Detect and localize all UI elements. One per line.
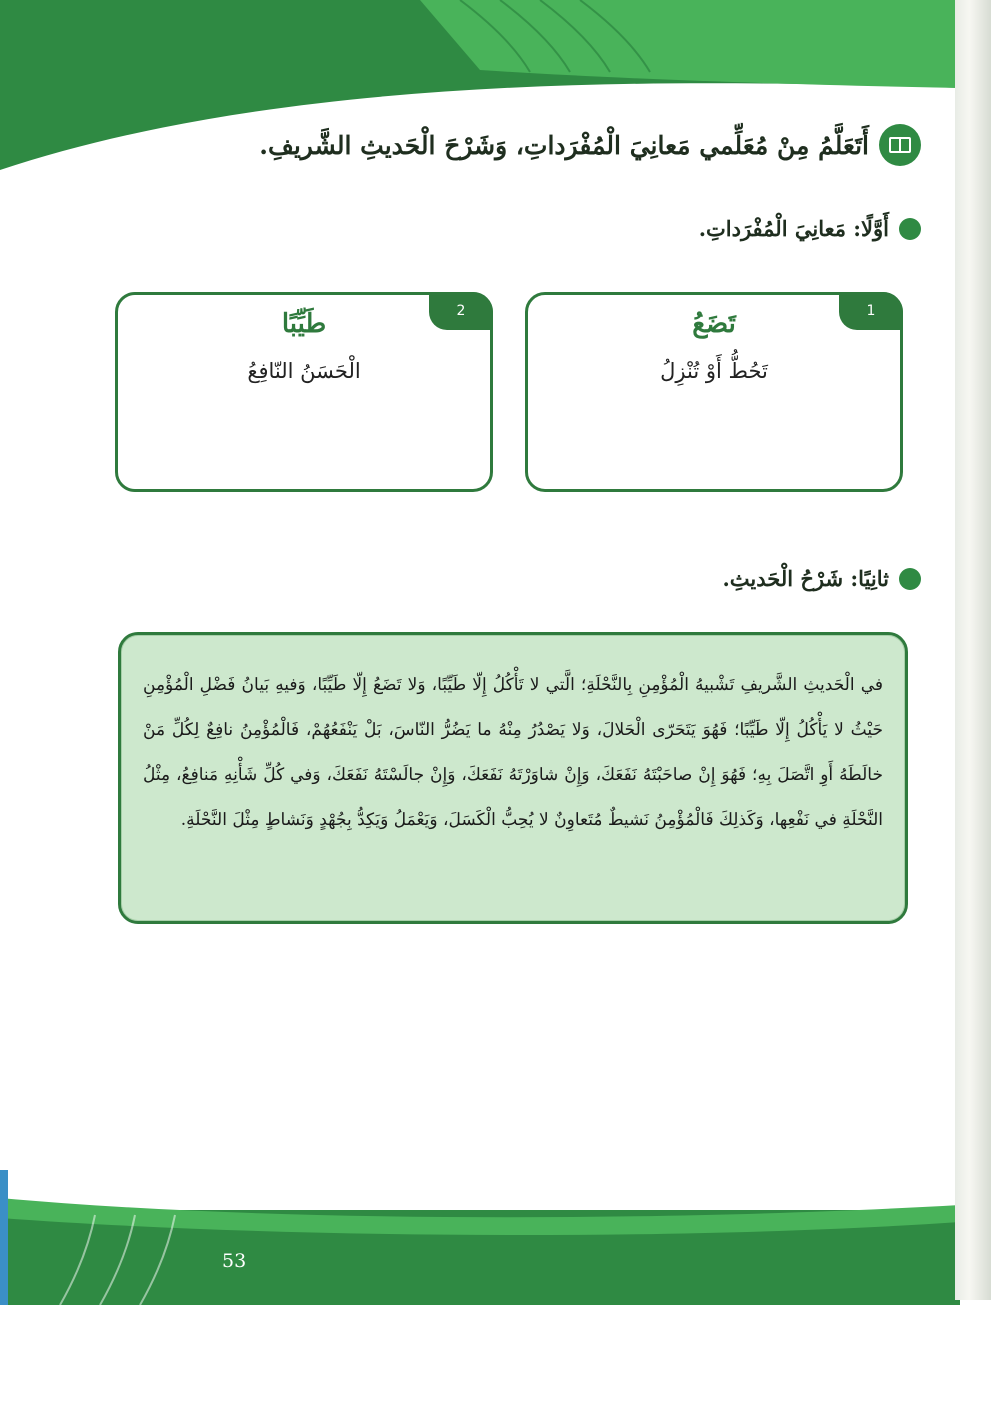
left-blue-edge xyxy=(0,1170,8,1305)
vocab-meaning: الْحَسَنُ النّافِعُ xyxy=(247,359,361,383)
vocab-word: تَضَعُ xyxy=(692,309,736,339)
book-binding-edge xyxy=(955,0,991,1300)
bullet-icon xyxy=(899,568,921,590)
vocab-meaning: تَحُطُّ أَوْ تُنْزِلُ xyxy=(660,359,768,383)
instruction-text: أَتَعَلَّمُ مِنْ مُعَلِّمي مَعانِيَ الْمُفْرَداتِ، وَشَرْحَ الْحَديثِ الشَّريفِ. xyxy=(259,130,869,160)
vocab-card-1 xyxy=(525,292,903,492)
book-icon xyxy=(879,124,921,166)
section-vocabulary-heading xyxy=(421,216,921,241)
vocab-word: طَيِّبًا xyxy=(281,309,327,339)
card-number: 1 xyxy=(839,292,903,330)
card-number: 2 xyxy=(429,292,493,330)
page-number: 53 xyxy=(222,1250,247,1272)
explanation-text: في الْحَديثِ الشَّريفِ تَشْبيهُ الْمُؤْمِنِ بِالنَّحْلَةِ؛ الَّتي لا تَأْكُلُ إِلّا طَيِّبًا، وَلا تَضَعُ إِلّا طَيِّبًا، وَفيهِ بَيانُ فَضْلِ الْمُؤْمِنِ حَيْثُ لا يَأْكُلُ إِلّا طَيِّبًا؛ فَهُوَ يَتَحَرّى الْحَلالَ، وَلا يَصْدُرُ مِنْهُ ما يَضُرُّ النّاسَ، بَلْ يَنْفَعُهُمْ، فَالْمُؤْمِنُ نافِعٌ لِكُلِّ مَنْ خالَطَهُ أَوِ اتَّصَلَ بِهِ؛ فَهُوَ إِنْ صاحَبْتَهُ نَفَعَكَ، وَإِنْ شاوَرْتَهُ نَفَعَكَ، وَإِنْ جالَسْتَهُ نَفَعَكَ، وَفي كُلِّ شَأْنِهِ مَنافِعُ، مِثْلُ النَّحْلَةِ في نَفْعِها، وَكَذلِكَ فَالْمُؤْمِنُ نَشيطٌ مُتَعاوِنٌ لا يُحِبُّ الْكَسَلَ، وَيَعْمَلُ وَيَكِدُّ بِجُهْدٍ وَنَشاطٍ مِثْلَ النَّحْلَةِ. xyxy=(143,675,883,830)
section-heading-text: ثانِيًا: شَرْحُ الْحَديثِ. xyxy=(722,566,889,591)
section-explanation-heading xyxy=(421,566,921,591)
bullet-icon xyxy=(899,218,921,240)
vocab-card-2 xyxy=(115,292,493,492)
lesson-instruction xyxy=(161,120,921,170)
section-heading-text: أَوَّلًا: مَعانِيَ الْمُفْرَداتِ. xyxy=(698,216,889,241)
page-bottom-margin xyxy=(0,1305,991,1401)
hadith-explanation-box xyxy=(118,632,908,924)
